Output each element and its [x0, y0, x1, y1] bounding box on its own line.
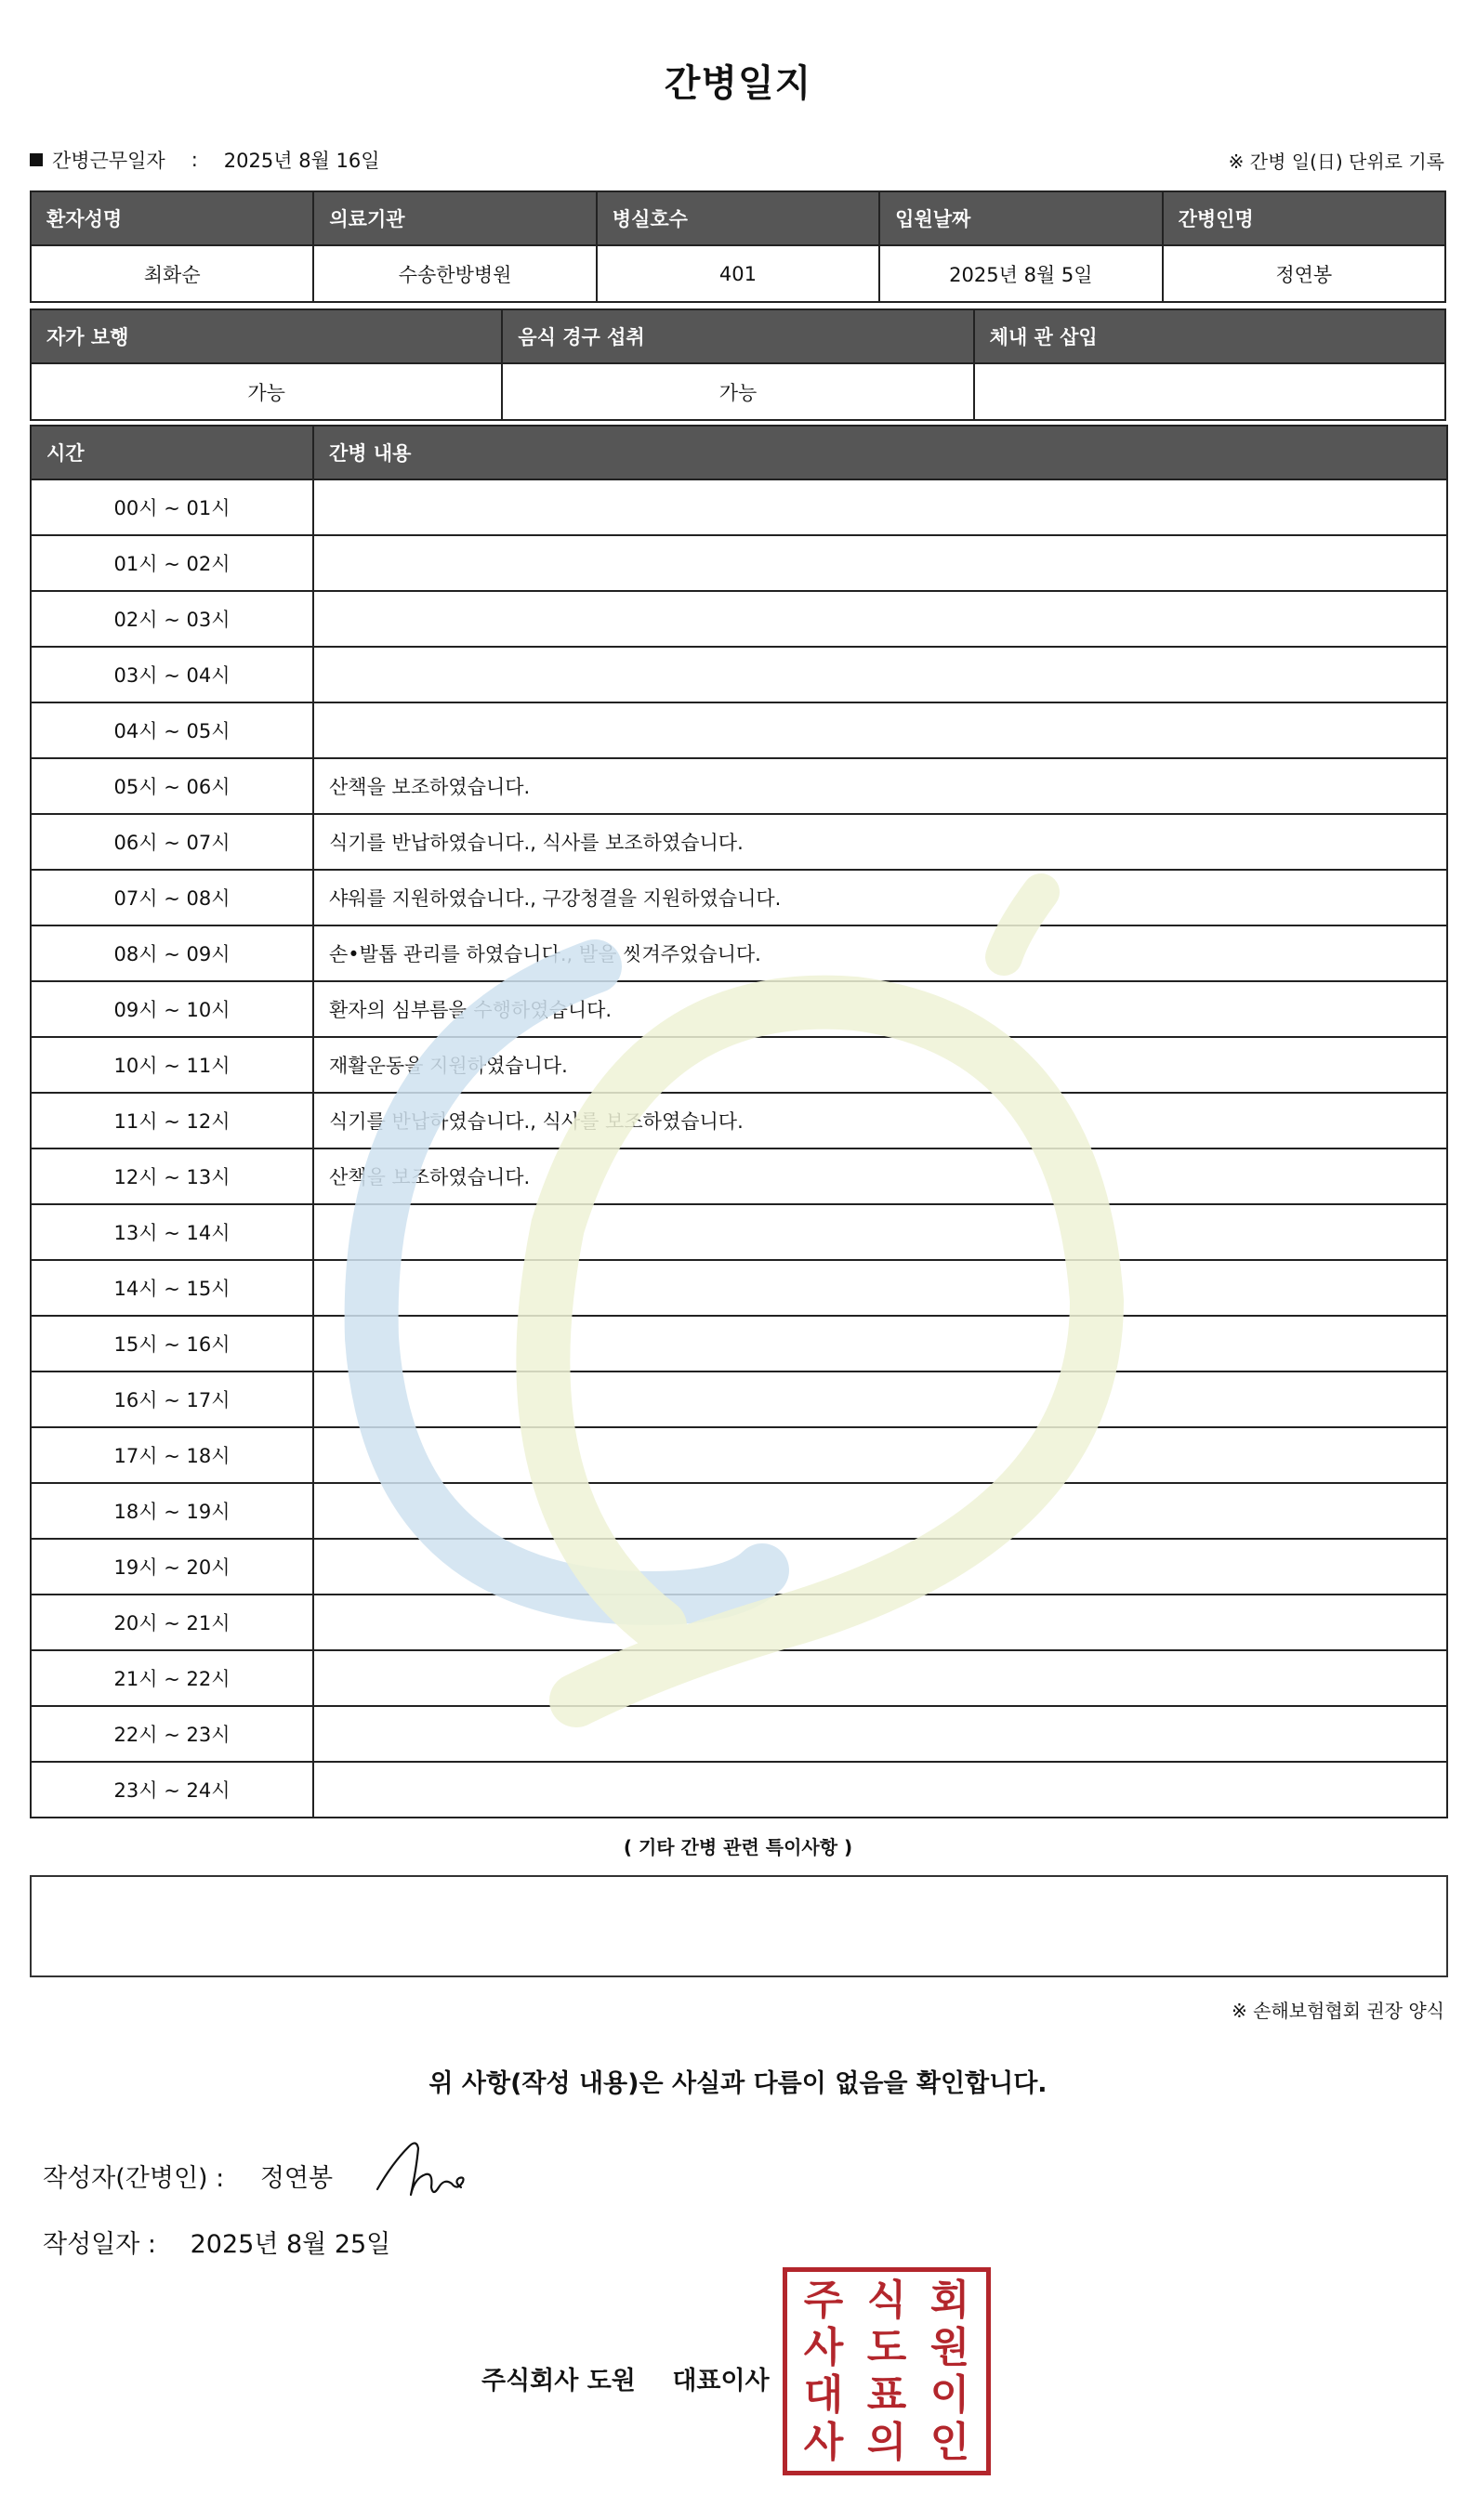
log-time-cell: 21시 ~ 22시 [31, 1650, 313, 1706]
room-number-value: 401 [597, 245, 879, 302]
header-admission-date: 입원날짜 [879, 191, 1162, 245]
table-row [31, 479, 1447, 535]
log-content-cell [313, 1762, 1447, 1818]
log-content-cell [313, 1483, 1447, 1539]
log-time-cell: 04시 ~ 05시 [31, 702, 313, 758]
seal-character: 의 [866, 2418, 907, 2466]
log-content-cell [313, 1595, 1447, 1650]
confirmation-statement: 위 사항(작성 내용)은 사실과 다름이 없음을 확인합니다. [428, 2069, 1048, 2098]
seal-character: 회 [929, 2276, 970, 2324]
log-content-cell [313, 1316, 1447, 1372]
writer-row [43, 2158, 333, 2194]
self-walking-value: 가능 [31, 363, 502, 420]
written-date-row [43, 2224, 390, 2260]
record-unit-note: ※ 간병 일(日) 단위로 기록 [1228, 151, 1444, 173]
seal-character: 인 [929, 2418, 970, 2466]
table-row [31, 1204, 1447, 1260]
table-row [31, 1316, 1447, 1372]
table-row [31, 925, 1447, 981]
log-time-cell: 11시 ~ 12시 [31, 1093, 313, 1148]
company-signature-line [481, 2360, 770, 2396]
patient-info-table [30, 190, 1446, 303]
company-name: 주식회사 도원 [481, 2367, 636, 2395]
company-ceo-title: 대표이사 [672, 2367, 770, 2395]
care-log-rows [31, 479, 1447, 1818]
table-row [31, 1260, 1447, 1316]
written-date-label: 작성일자 : [43, 2230, 157, 2259]
work-date-label: 간병근무일자 [52, 150, 165, 172]
log-content-cell: 재활운동을 지원하였습니다. [313, 1037, 1447, 1093]
patient-name-value: 최화순 [31, 245, 313, 302]
table-row [31, 758, 1447, 814]
log-content-cell [313, 591, 1447, 647]
log-time-cell: 18시 ~ 19시 [31, 1483, 313, 1539]
seal-character: 주 [803, 2276, 844, 2324]
handwritten-signature [372, 2126, 483, 2210]
table-row [31, 1650, 1447, 1706]
seal-character: 식 [866, 2276, 907, 2324]
log-content-cell [313, 1539, 1447, 1595]
remarks-box [30, 1875, 1448, 1977]
header-time: 시간 [31, 426, 313, 479]
log-time-cell: 03시 ~ 04시 [31, 647, 313, 702]
table-row [31, 591, 1447, 647]
table-row [31, 814, 1447, 870]
table-row [31, 1595, 1447, 1650]
table-row [31, 870, 1447, 925]
association-note: ※ 손해보험협회 권장 양식 [1231, 2000, 1444, 2022]
log-content-cell: 산책을 보조하였습니다. [313, 1148, 1447, 1204]
log-time-cell: 16시 ~ 17시 [31, 1372, 313, 1427]
care-log-table [30, 425, 1448, 1818]
log-time-cell: 10시 ~ 11시 [31, 1037, 313, 1093]
header-care-content: 간병 내용 [313, 426, 1447, 479]
table-row [31, 535, 1447, 591]
log-content-cell: 식기를 반납하였습니다., 식사를 보조하였습니다. [313, 1093, 1447, 1148]
header-tube-insertion: 체내 관 삽입 [974, 309, 1445, 363]
admission-date-value: 2025년 8월 5일 [879, 245, 1162, 302]
header-self-walking: 자가 보행 [31, 309, 502, 363]
log-time-cell: 07시 ~ 08시 [31, 870, 313, 925]
log-time-cell: 22시 ~ 23시 [31, 1706, 313, 1762]
seal-character: 표 [866, 2370, 907, 2419]
table-row [31, 1762, 1447, 1818]
seal-character: 사 [803, 2323, 844, 2371]
log-content-cell [313, 1706, 1447, 1762]
table-row [31, 1706, 1447, 1762]
company-seal-stamp [783, 2267, 991, 2475]
seal-character: 원 [929, 2323, 970, 2371]
tube-insertion-value [974, 363, 1445, 420]
patient-status-table [30, 308, 1446, 421]
oral-intake-value: 가능 [502, 363, 973, 420]
header-hospital: 의료기관 [313, 191, 596, 245]
log-time-cell: 01시 ~ 02시 [31, 535, 313, 591]
log-time-cell: 15시 ~ 16시 [31, 1316, 313, 1372]
table-row [31, 981, 1447, 1037]
written-date-value: 2025년 8월 25일 [190, 2230, 391, 2259]
seal-character: 대 [803, 2370, 844, 2419]
hospital-value: 수송한방병원 [313, 245, 596, 302]
header-patient-name: 환자성명 [31, 191, 313, 245]
log-content-cell [313, 1260, 1447, 1316]
header-caregiver-name: 간병인명 [1163, 191, 1445, 245]
seal-character: 이 [929, 2370, 970, 2419]
log-content-cell [313, 1427, 1447, 1483]
log-content-cell [313, 1204, 1447, 1260]
log-time-cell: 06시 ~ 07시 [31, 814, 313, 870]
log-time-cell: 13시 ~ 14시 [31, 1204, 313, 1260]
log-content-cell [313, 647, 1447, 702]
log-time-cell: 17시 ~ 18시 [31, 1427, 313, 1483]
log-time-cell: 00시 ~ 01시 [31, 479, 313, 535]
log-time-cell: 23시 ~ 24시 [31, 1762, 313, 1818]
remarks-title: ( 기타 간병 관련 특이사항 ) [623, 1836, 853, 1858]
seal-character: 사 [803, 2418, 844, 2466]
table-row [31, 1037, 1447, 1093]
work-date-row [30, 146, 380, 174]
work-date-value: 2025년 8월 16일 [223, 150, 380, 172]
header-oral-intake: 음식 경구 섭취 [502, 309, 973, 363]
log-content-cell [313, 702, 1447, 758]
table-row [31, 1539, 1447, 1595]
log-time-cell: 02시 ~ 03시 [31, 591, 313, 647]
log-content-cell [313, 1650, 1447, 1706]
work-date-separator: : [191, 149, 198, 171]
bullet-square-icon [30, 153, 43, 166]
log-content-cell: 환자의 심부름을 수행하였습니다. [313, 981, 1447, 1037]
table-row [31, 1483, 1447, 1539]
writer-name: 정연봉 [259, 2164, 334, 2193]
writer-label: 작성자(간병인) : [43, 2164, 225, 2193]
log-time-cell: 20시 ~ 21시 [31, 1595, 313, 1650]
seal-character: 도 [866, 2323, 907, 2371]
table-row [31, 647, 1447, 702]
log-time-cell: 08시 ~ 09시 [31, 925, 313, 981]
log-time-cell: 19시 ~ 20시 [31, 1539, 313, 1595]
log-time-cell: 14시 ~ 15시 [31, 1260, 313, 1316]
table-row [31, 1093, 1447, 1148]
log-content-cell [313, 535, 1447, 591]
log-content-cell: 샤워를 지원하였습니다., 구강청결을 지원하였습니다. [313, 870, 1447, 925]
log-time-cell: 12시 ~ 13시 [31, 1148, 313, 1204]
log-content-cell: 식기를 반납하였습니다., 식사를 보조하였습니다. [313, 814, 1447, 870]
caregiver-name-value: 정연봉 [1163, 245, 1445, 302]
log-time-cell: 05시 ~ 06시 [31, 758, 313, 814]
log-content-cell [313, 1372, 1447, 1427]
header-room-number: 병실호수 [597, 191, 879, 245]
table-row [31, 702, 1447, 758]
table-row [31, 1372, 1447, 1427]
table-row [31, 1427, 1447, 1483]
log-content-cell: 산책을 보조하였습니다. [313, 758, 1447, 814]
log-content-cell: 손•발톱 관리를 하였습니다., 발을 씻겨주었습니다. [313, 925, 1447, 981]
log-content-cell [313, 479, 1447, 535]
document-title: 간병일지 [664, 62, 812, 105]
log-time-cell: 09시 ~ 10시 [31, 981, 313, 1037]
table-row [31, 1148, 1447, 1204]
